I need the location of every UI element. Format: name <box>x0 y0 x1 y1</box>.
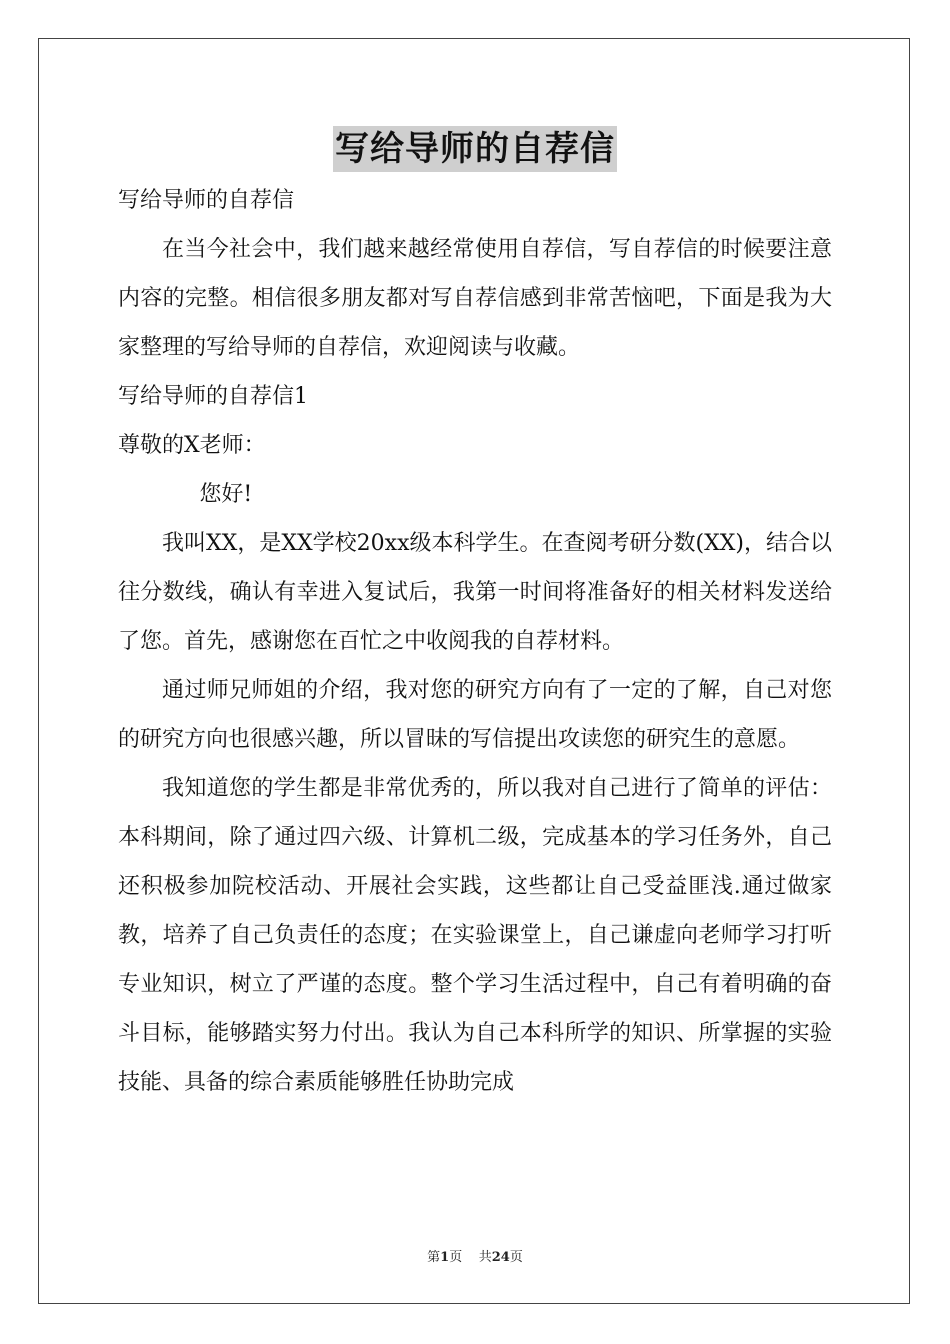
footer-page-suffix: 页 <box>449 1250 463 1265</box>
paragraph-self-intro: 我叫XX，是XX学校20xx级本科学生。在查阅考研分数(XX)，结合以往分数线，确认有幸进入复试后，我第一时间将准备好的相关材料发送给了您。首先，感谢您在百忙之中收阅我的自荐材料。 <box>118 531 832 654</box>
footer-page-current: 1 <box>440 1250 450 1265</box>
footer-total-suffix: 页 <box>509 1250 523 1265</box>
paragraph-letter-heading: 写给导师的自荐信1 <box>118 384 308 409</box>
paragraph-salutation: 尊敬的X老师： <box>118 433 266 458</box>
paragraph-intro: 在当今社会中，我们越来越经常使用自荐信，写自荐信的时候要注意内容的完整。相信很多朋友都对写自荐信感到非常苦恼吧，下面是我为大家整理的写给导师的自荐信，欢迎阅读与收藏。 <box>118 237 832 360</box>
paragraph-interest: 通过师兄师姐的介绍，我对您的研究方向有了一定的了解，自己对您的研究方向也很感兴趣，所以冒昧的写信提出攻读您的研究生的意愿。 <box>118 678 832 752</box>
document-body <box>118 176 832 1107</box>
title-wrap <box>0 126 950 172</box>
paragraph-subtitle: 写给导师的自荐信 <box>118 188 295 213</box>
page-footer <box>0 1246 950 1265</box>
paragraph-greeting: 您好! <box>199 482 253 507</box>
footer-total-prefix: 共 <box>478 1250 492 1265</box>
footer-page-prefix: 第 <box>427 1250 441 1265</box>
footer-page-total: 24 <box>491 1250 510 1265</box>
document-title: 写给导师的自荐信 <box>333 126 617 172</box>
paragraph-evaluation: 我知道您的学生都是非常优秀的，所以我对自己进行了简单的评估：本科期间，除了通过四六级、计算机二级，完成基本的学习任务外，自己还积极参加院校活动、开展社会实践，这些都让自己受益匪浅.通过做家教，培养了自己负责任的态度；在实验课堂上，自己谦虚向老师学习打听专业知识，树立了严谨的态度。整个学习生活过程中，自己有着明确的奋斗目标，能够踏实努力付出。我认为自己本科所学的知识、所掌握的实验技能、具备的综合素质能够胜任协助完成 <box>118 776 832 1095</box>
